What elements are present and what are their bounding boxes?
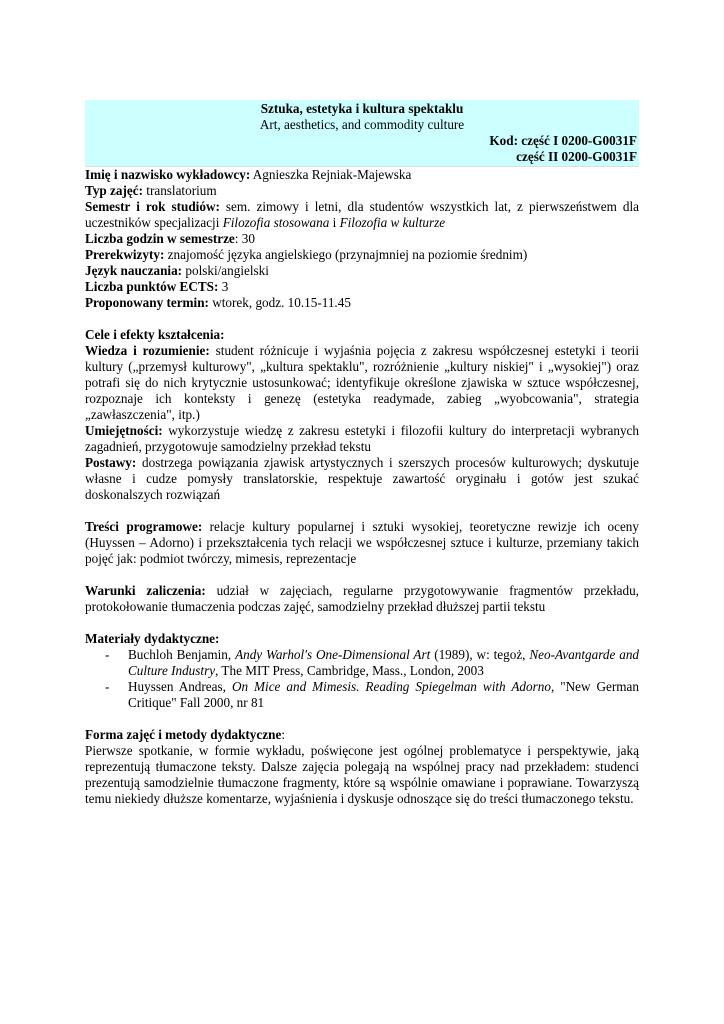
list-item xyxy=(85,647,639,679)
lecturer-line xyxy=(85,167,639,183)
semester-spec1: Filozofia stosowana xyxy=(222,215,330,230)
item2-author: Huyssen Andreas, xyxy=(128,679,232,694)
list-item xyxy=(85,679,639,711)
conditions-text: udział w zajęciach, regularne przygotowywanie fragmentów przekładu, protokołowanie tłumaczenia podczas zajęć, samodzielny przekład dłuższej partii tekstu xyxy=(85,583,639,614)
methods-heading-line xyxy=(85,727,639,743)
spacer xyxy=(85,503,639,519)
semester-label: Semestr i rok studiów: xyxy=(85,199,220,214)
item1-book: Neo-Avantgarde and Culture Industry xyxy=(128,647,640,678)
class-type-label: Typ zajęć: xyxy=(85,183,143,198)
program-content-label: Treści programowe: xyxy=(85,519,203,534)
semester-and: i xyxy=(329,215,340,230)
skills-label: Umiejętności: xyxy=(85,423,163,438)
item1-rest: , The MIT Press, Cambridge, Mass., London, 2003 xyxy=(215,663,484,678)
course-title-pl: Sztuka, estetyka i kultura spektaklu xyxy=(260,101,464,116)
class-type-value: translatorium xyxy=(142,183,217,198)
hours-line xyxy=(85,231,639,247)
spacer xyxy=(85,567,639,583)
materials-list xyxy=(85,647,639,711)
knowledge-label: Wiedza i rozumienie: xyxy=(85,343,210,358)
item1-author: Buchloh Benjamin, xyxy=(128,647,236,662)
prerequisites-line xyxy=(85,247,639,263)
spacer xyxy=(85,615,639,631)
skills-text: wykorzystuje wiedzę z zakresu estetyki i filozofii kultury do interpretacji wybranych zagadnień, przygotowuje samodzielny przekład tekstu xyxy=(85,423,639,454)
course-header xyxy=(85,100,639,167)
language-label: Język nauczania: xyxy=(85,263,183,278)
attitudes-label: Postawy: xyxy=(85,455,137,470)
methods-section xyxy=(85,727,639,807)
knowledge-paragraph xyxy=(85,343,639,423)
goals-section xyxy=(85,327,639,503)
course-title-en: Art, aesthetics, and commodity culture xyxy=(259,117,465,132)
item1-mid: (1989), w: tegoż, xyxy=(430,647,530,662)
hours-value: : 30 xyxy=(234,231,255,246)
language-value: polski/angielski xyxy=(182,263,269,278)
knowledge-text: student różnicuje i wyjaśnia pojęcia z zakresu współczesnej estetyki i teorii kultury („przemysł kulturowy", „kultura spektaklu", rozróżnienie „kultury niskiej" i „wysokiej") oraz potrafi się do nich krytycznie ustosunkować; identyfikuje określone zjawiska w sztuce współczesnej, rozpoznaje ich konteksty i genezę (estetyka readymade, zabieg „wyobcowania", strategia „zawłaszczenia", itp.) xyxy=(85,343,639,422)
item2-rest: , "New German Critique" Fall 2000, nr 81 xyxy=(128,679,640,710)
materials-section xyxy=(85,631,639,711)
conditions-paragraph xyxy=(85,583,639,615)
semester-line xyxy=(85,199,639,231)
class-type-line xyxy=(85,183,639,199)
dash-bullet: - xyxy=(105,679,110,694)
methods-text: Pierwsze spotkanie, w formie wykładu, poświęcone jest ogólnej problematyce i perspektywie, jaką reprezentują tłumaczone teksty. Dalsze zajęcia polegają na wspólnej pracy nad przekładem: studenci prezentują samodzielnie tłumaczone fragmenty, które są wspólnie omawiane i poprawiane. Towarzyszą temu niekiedy dłuższe komentarze, wyjaśnienia i dyskusje odnoszące się do treści tłumaczonego tekstu. xyxy=(85,743,639,806)
course-info xyxy=(85,167,639,311)
goals-heading: Cele i efekty kształcenia: xyxy=(85,327,225,342)
ects-value: 3 xyxy=(218,279,229,294)
lecturer-label: Imię i nazwisko wykładowcy: xyxy=(85,167,251,182)
materials-heading: Materiały dydaktyczne: xyxy=(85,631,220,646)
ects-label: Liczba punktów ECTS: xyxy=(85,279,219,294)
conditions-label: Warunki zaliczenia: xyxy=(85,583,206,598)
attitudes-text: dostrzega powiązania zjawisk artystycznych i szerszych procesów kulturowych; dyskutuje własne i cudze pomysły translatorskie, respektuje zawartość oryginału i gotów jest szukać doskonalszych rozwiązań xyxy=(85,455,639,502)
term-line xyxy=(85,295,639,311)
hours-label: Liczba godzin w semestrze xyxy=(85,231,235,246)
prerequisites-value: znajomość języka angielskiego (przynajmniej na poziomie średnim) xyxy=(164,247,528,262)
methods-heading: Forma zajęć i metody dydaktyczne xyxy=(85,727,282,742)
language-line xyxy=(85,263,639,279)
program-content-text: relacje kultury popularnej i sztuki wysokiej, teoretyczne rewizje ich oceny (Huyssen – Adorno) i przekształcenia tych relacji we współczesnej sztuce i kulturze, przemiany takich pojęć jak: podmiot twórczy, mimesis, reprezentacje xyxy=(85,519,639,566)
item2-title: On Mice and Mimesis. Reading Spiegelman with Adorno xyxy=(231,679,551,694)
dash-bullet: - xyxy=(105,647,110,662)
spacer xyxy=(85,711,639,727)
skills-paragraph xyxy=(85,423,639,455)
prerequisites-label: Prerekwizyty: xyxy=(85,247,165,262)
term-label: Proponowany termin: xyxy=(85,295,209,310)
syllabus-document xyxy=(85,100,639,807)
semester-spec2: Filozofia w kulturze xyxy=(339,215,446,230)
spacer xyxy=(85,311,639,327)
course-code-part1: Kod: część I 0200-G0031F xyxy=(489,133,637,148)
program-content-paragraph xyxy=(85,519,639,567)
semester-value: sem. zimowy i letni, dla studentów wszystkich lat, z pierwszeństwem dla uczestników specjalizacji xyxy=(85,199,639,230)
lecturer-value: Agnieszka Rejniak-Majewska xyxy=(250,167,412,182)
item1-title: Andy Warhol's One-Dimensional Art xyxy=(235,647,431,662)
methods-colon: : xyxy=(281,727,285,742)
term-value: wtorek, godz. 10.15-11.45 xyxy=(208,295,351,310)
ects-line xyxy=(85,279,639,295)
course-code-part2: część II 0200-G0031F xyxy=(516,149,637,164)
attitudes-paragraph xyxy=(85,455,639,503)
